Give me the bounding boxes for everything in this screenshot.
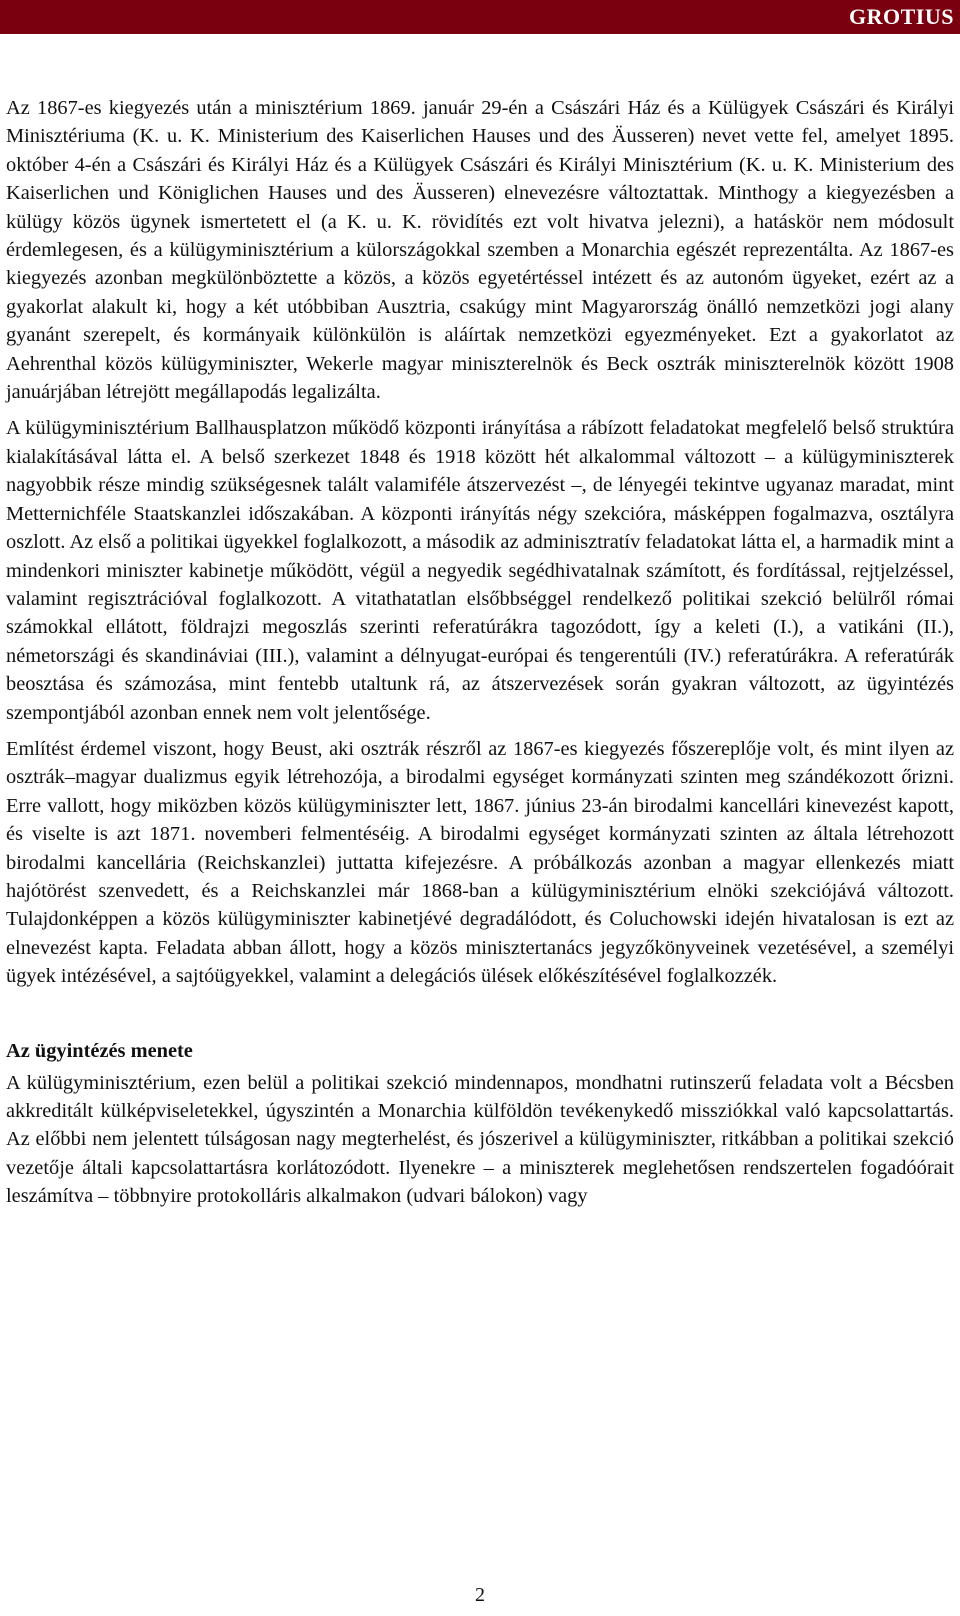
- body-paragraph: A külügyminisztérium, ezen belül a politikai szekció mindennapos, mondhatni rutinszerű feladata volt a Bécsben akkreditált külképviseletekkel, úgyszintén a Monarchia külföldön tevékenykedő missziókkal való kapcsolattartás. Az előbbi nem jelentett túlságosan nagy megterhelést, és jószerivel a külügyminiszter, ritkábban a politikai szekció vezetője általi kapcsolattartásra korlátozódott. Ilyenekre – a miniszterek meglehetősen rendszertelen fogadóórait leszámítva – többnyire protokolláris alkalmakon (udvari bálokon) vagy: [6, 1071, 954, 1208]
- body-paragraph: A külügyminisztérium Ballhausplatzon működő központi irányítása a rábízott feladatokat megfelelő belső struktúra kialakításával látta el. A belső szerkezet 1848 és 1918 között hét alkalommal változott – a külügyminiszterek nagyobbik része mindig szükségesnek talált valamiféle átszervezést –, de lényegéi tekintve ugyanaz maradat, mint Metternichféle Staatskanzlei időszakában. A központi irányítás négy szekcióra, másképpen fogalmazva, osztályra oszlott. Az első a politikai ügyekkel foglalkozott, a második az adminisztratív feladatokat látta el, a harmadik mint a mindenkori miniszter kabinetje működött, végül a negyedik segédhivatalnak számított, és fordítással, rejtjelzéssel, valamint regisztrációval foglalkozott. A vitathatatlan elsőbbséggel rendelkező politikai szekció belülről római számokkal ellátott, földrajzi megoszlás szerinti referatúrákra tagozódott, így a keleti (I.), a vatikáni (II.), németországi és skandináviai (III.), valamint a délnyugat-európai és tengerentúli (IV.) referatúrákra. A referatúrák beosztása és számozása, mint fentebb utaltunk rá, az átszervezések során gyakran változott, az ügyintézés szempontjából azonban ennek nem volt jelentősége.: [6, 417, 954, 724]
- brand-title: GROTIUS: [849, 4, 954, 29]
- body-paragraph: Az 1867-es kiegyezés után a minisztérium 1869. január 29-én a Császári Ház és a Külügyek Császári és Királyi Minisztériuma (K. u. K. Ministerium des Kaiserlichen Hauses und des Äusseren) nevet vette fel, amelyet 1895. október 4-én a Császári és Királyi Ház és a Külügyek Császári és Királyi Minisztérium (K. u. K. Ministerium des Kaiserlichen und Königlichen Hauses und des Äusseren) elnevezésre változtattak. Minthogy a kiegyezésben a külügy közös ügynek ismertetett el (a K. u. K. rövidítés ezt volt hivatva jelezni), a hatáskör nem módosult érdemlegesen, és a külügyminisztérium a külországokkal szemben a Monarchia egészét reprezentálta. Az 1867-es kiegyezés azonban megkülönböztette a közös, a közös egyetértéssel intézett és az autonóm ügyeket, ezért az a gyakorlat alakult ki, hogy a két utóbbiban Ausztria, csakúgy mint Magyarország önálló nemzetközi jogi alany gyanánt szerepelt, és kormányaik különkülön is aláírtak nemzetközi egyezményeket. Ezt a gyakorlatot az Aehrenthal közös külügyminiszter, Wekerle magyar miniszterelnök és Beck osztrák miniszterelnök között 1908 januárjában létrejött megállapodás legalizálta.: [6, 97, 954, 404]
- header-bar: [0, 0, 960, 34]
- page-number: 2: [475, 1584, 485, 1606]
- section-heading: Az ügyintézés menete: [6, 1039, 193, 1062]
- document-body: [6, 94, 954, 1219]
- body-paragraph: Említést érdemel viszont, hogy Beust, aki osztrák részről az 1867-es kiegyezés főszereplője volt, és mint ilyen az osztrák–magyar dualizmus egyik létrehozója, a birodalmi egységet kormányzati szinten meg szándékozott őrizni. Erre vallott, hogy miközben közös külügyminiszter lett, 1867. június 23-án birodalmi kancellári kinevezést kapott, és viselte is azt 1871. novemberi felmentéséig. A birodalmi egységet kormányzati szinten az általa létrehozott birodalmi kancellária (Reichskanzlei) juttatta kifejezésre. A próbálkozás azonban a magyar ellenkezés miatt hajótörést szenvedett, és a Reichskanzlei már 1868-ban a külügyminisztérium elnöki szekciójává változott. Tulajdonképpen a közös külügyminiszter kabinetjévé degradálódott, és Coluchowski idején hivatalosan is ezt az elnevezést kapta. Feladata abban állott, hogy a közös minisztertanács jegyzőkönyveinek vezetésével, a személyi ügyek intézésével, a sajtóügyekkel, valamint a delegációs ülések előkészítésével foglalkozzék.: [6, 737, 954, 988]
